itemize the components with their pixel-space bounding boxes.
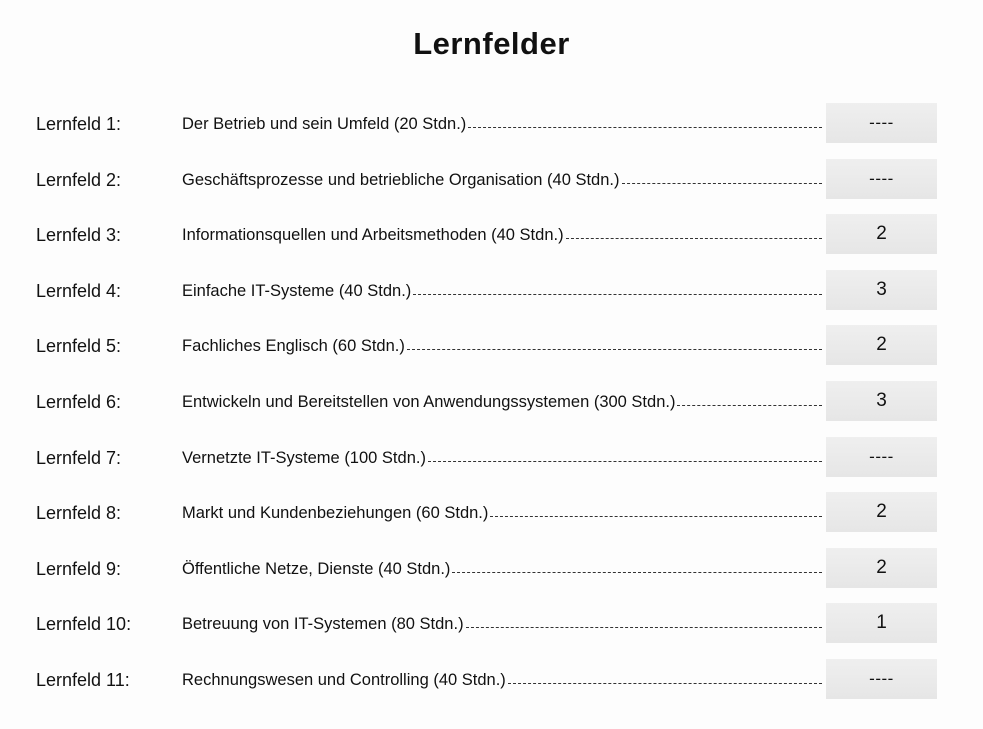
lernfeld-row: [0, 436, 983, 492]
dotted-leader: [677, 404, 822, 406]
lernfeld-description-text: Öffentliche Netze, Dienste (40 Stdn.): [182, 559, 451, 578]
lernfeld-row: [0, 158, 983, 214]
lernfeld-label: Lernfeld 7:: [36, 447, 122, 468]
lernfeld-row: [0, 380, 983, 436]
lernfeld-description: [182, 504, 822, 523]
lernfeld-description: [182, 560, 822, 579]
lernfeld-description-text: Vernetzte IT-Systeme (100 Stdn.): [182, 448, 426, 467]
dotted-leader: [508, 682, 822, 684]
grade-box: 2: [826, 214, 937, 254]
lernfeld-label: Lernfeld 2:: [36, 169, 122, 190]
lernfeld-description-text: Einfache IT-Systeme (40 Stdn.): [182, 281, 412, 300]
dotted-leader: [428, 460, 822, 462]
lernfeld-description-text: Rechnungswesen und Controlling (40 Stdn.): [182, 670, 506, 689]
grade-box: 3: [826, 270, 937, 310]
grade-box: ----: [826, 659, 937, 699]
dotted-leader: [452, 571, 822, 573]
lernfeld-description-text: Geschäftsprozesse und betriebliche Organisation (40 Stdn.): [182, 170, 620, 189]
lernfeld-description: [182, 115, 822, 134]
lernfeld-label: Lernfeld 5:: [36, 336, 122, 357]
dotted-leader: [566, 237, 822, 239]
lernfeld-row: [0, 213, 983, 269]
grade-box: ----: [826, 103, 937, 143]
dotted-leader: [466, 626, 822, 628]
grade-box: ----: [826, 437, 937, 477]
lernfeld-description: [182, 449, 822, 468]
grade-box: 1: [826, 603, 937, 643]
dotted-leader: [413, 293, 822, 295]
lernfeld-row: [0, 324, 983, 380]
lernfeld-description-text: Markt und Kundenbeziehungen (60 Stdn.): [182, 504, 489, 523]
lernfeld-row: [0, 269, 983, 325]
lernfeld-label: Lernfeld 9:: [36, 558, 122, 579]
lernfeld-description-text: Informationsquellen und Arbeitsmethoden (40 Stdn.): [182, 226, 564, 245]
grade-box: 2: [826, 325, 937, 365]
lernfeld-description-text: Fachliches Englisch (60 Stdn.): [182, 337, 405, 356]
lernfeld-description: [182, 171, 822, 190]
lernfeld-description: [182, 671, 822, 690]
lernfeld-description: [182, 226, 822, 245]
page-title: Lernfelder: [413, 26, 570, 61]
lernfeld-label: Lernfeld 4:: [36, 280, 122, 301]
grade-box: 3: [826, 381, 937, 421]
lernfeld-row: [0, 658, 983, 714]
lernfeld-row: [0, 547, 983, 603]
dotted-leader: [490, 515, 822, 517]
dotted-leader: [407, 348, 822, 350]
lernfeld-label: Lernfeld 1:: [36, 114, 122, 134]
lernfeld-label: Lernfeld 10:: [36, 614, 132, 635]
lernfeld-row: [0, 102, 983, 158]
lernfeld-row: [0, 602, 983, 658]
grade-box: 2: [826, 548, 937, 588]
lernfeld-row: [0, 491, 983, 547]
lernfeld-description: [182, 615, 822, 634]
lernfeld-description-text: Der Betrieb und sein Umfeld (20 Stdn.): [182, 115, 467, 133]
lernfeld-description: [182, 337, 822, 356]
grade-box: 2: [826, 492, 937, 532]
lernfeld-description: [182, 393, 822, 412]
dotted-leader: [622, 182, 823, 184]
lernfeld-list: [0, 102, 983, 714]
grade-box: ----: [826, 159, 937, 199]
lernfeld-description-text: Entwickeln und Bereitstellen von Anwendungssystemen (300 Stdn.): [182, 392, 676, 411]
dotted-leader: [468, 126, 822, 128]
lernfeld-description-text: Betreuung von IT-Systemen (80 Stdn.): [182, 615, 464, 634]
lernfeld-description: [182, 282, 822, 301]
lernfeld-label: Lernfeld 3:: [36, 225, 122, 246]
lernfeld-label: Lernfeld 6:: [36, 391, 122, 412]
lernfeld-label: Lernfeld 11:: [36, 669, 130, 690]
lernfeld-label: Lernfeld 8:: [36, 503, 122, 524]
